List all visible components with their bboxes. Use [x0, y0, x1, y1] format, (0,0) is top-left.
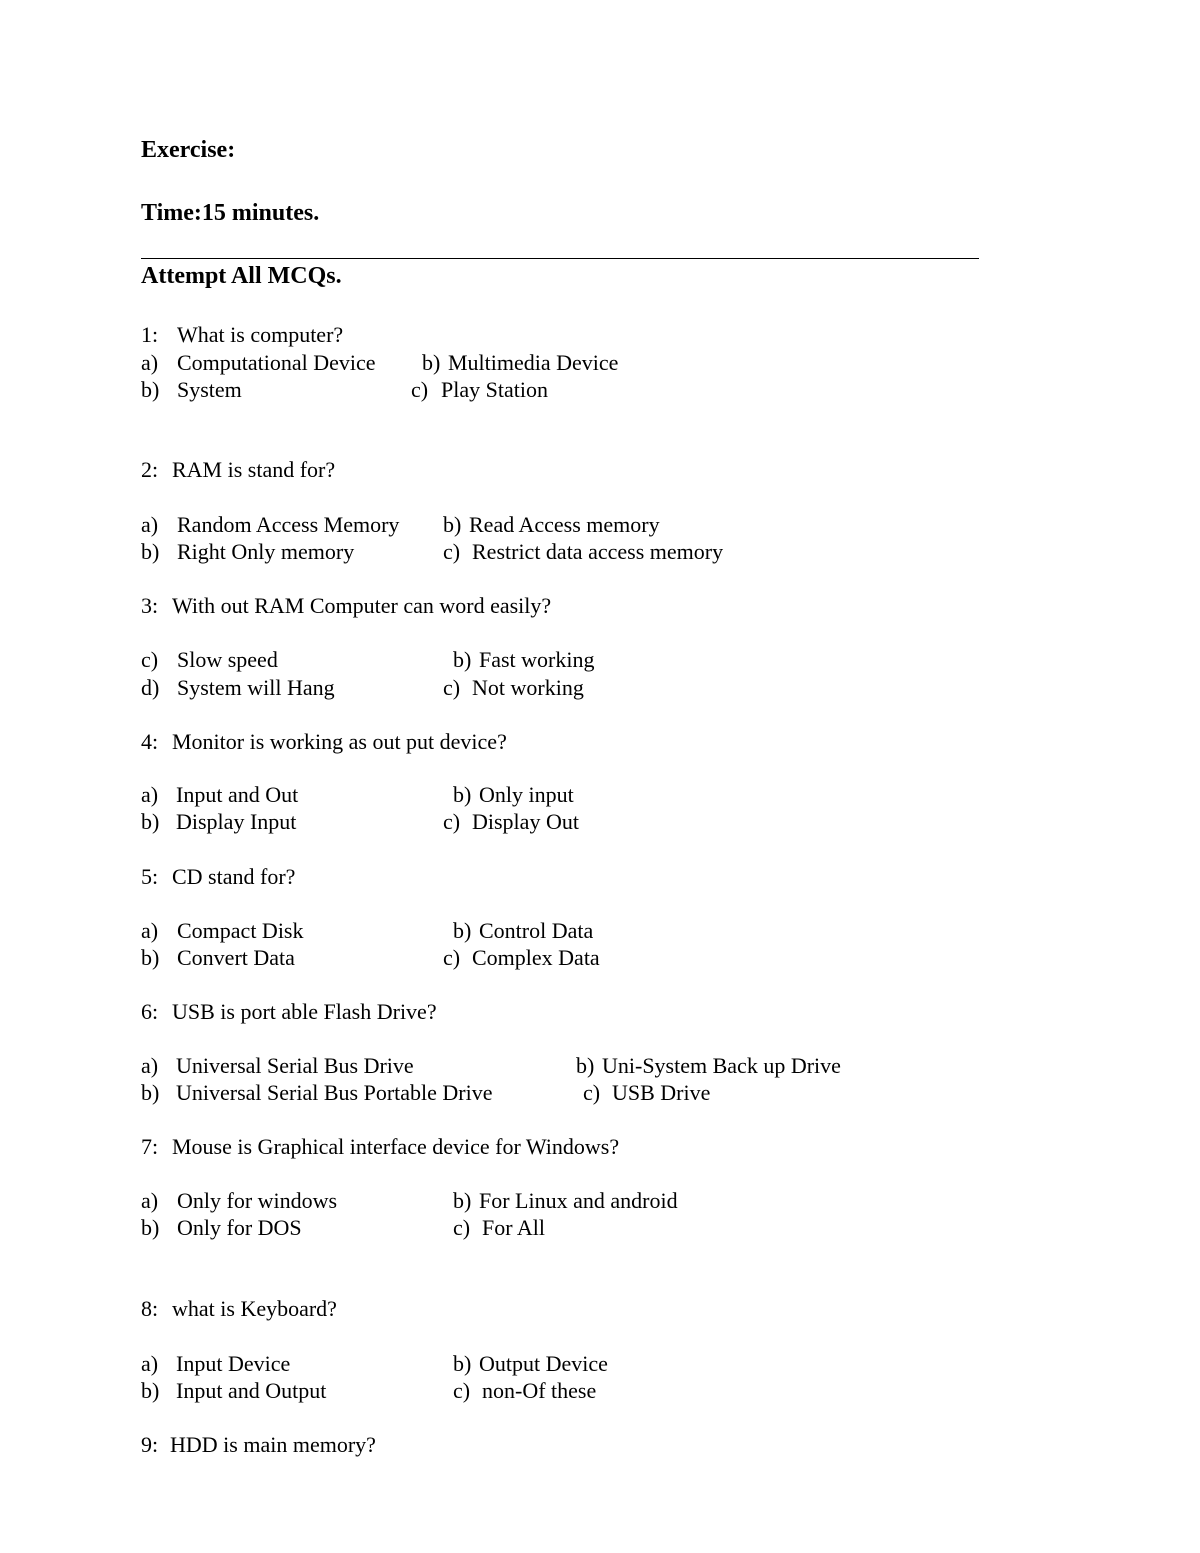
option-text: Not working [472, 675, 584, 700]
option-label: b) [443, 512, 462, 537]
option-text: Input and Out [176, 782, 299, 807]
question-text: Mouse is Graphical interface device for Windows? [172, 1134, 620, 1159]
option-label: b) [453, 1351, 472, 1376]
question-number: 7: [141, 1134, 159, 1159]
option-label: a) [141, 350, 159, 375]
option-text: Random Access Memory [177, 512, 400, 537]
option-label: b) [141, 809, 160, 834]
option-text: Display Out [472, 809, 579, 834]
question-text: USB is port able Flash Drive? [172, 999, 437, 1024]
question-text: RAM is stand for? [172, 457, 336, 482]
question-text: what is Keyboard? [172, 1296, 337, 1321]
question-text: With out RAM Computer can word easily? [172, 593, 552, 618]
question-number: 9: [141, 1432, 159, 1457]
option-label: c) [443, 945, 461, 970]
question-number: 4: [141, 729, 159, 754]
option-text: Output Device [479, 1351, 608, 1376]
option-label: b) [453, 1188, 472, 1213]
option-label: b) [141, 945, 160, 970]
option-text: Computational Device [177, 350, 376, 375]
question-text: CD stand for? [172, 864, 296, 889]
option-text: System [177, 377, 242, 402]
option-label: b) [141, 1080, 160, 1105]
option-text: For All [482, 1215, 545, 1240]
option-text: Input and Output [176, 1378, 327, 1403]
option-label: a) [141, 1188, 159, 1213]
option-text: Restrict data access memory [472, 539, 724, 564]
option-text: Input Device [176, 1351, 291, 1376]
question-text: What is computer? [177, 322, 344, 347]
option-label: b) [422, 350, 441, 375]
option-label: c) [443, 809, 461, 834]
option-label: c) [453, 1215, 471, 1240]
option-label: b) [576, 1053, 595, 1078]
option-text: Convert Data [177, 945, 295, 970]
question-number: 8: [141, 1296, 159, 1321]
option-text: Universal Serial Bus Portable Drive [176, 1080, 493, 1105]
option-text: Only input [479, 782, 574, 807]
option-text: Multimedia Device [448, 350, 619, 375]
option-text: Fast working [479, 647, 595, 672]
question-number: 3: [141, 593, 159, 618]
option-label: b) [453, 782, 472, 807]
option-label: d) [141, 675, 160, 700]
option-label: a) [141, 1351, 159, 1376]
question-text: HDD is main memory? [170, 1432, 376, 1457]
exercise-heading: Exercise: [141, 137, 236, 163]
question-number: 6: [141, 999, 159, 1024]
option-text: Play Station [441, 377, 548, 402]
option-text: System will Hang [177, 675, 335, 700]
option-text: Only for DOS [177, 1215, 302, 1240]
option-text: For Linux and android [479, 1188, 678, 1213]
option-text: Slow speed [177, 647, 278, 672]
option-label: a) [141, 782, 159, 807]
option-label: b) [141, 539, 160, 564]
question-text: Monitor is working as out put device? [172, 729, 507, 754]
option-label: b) [141, 1378, 160, 1403]
option-text: non-Of these [482, 1378, 597, 1403]
option-text: Read Access memory [469, 512, 660, 537]
option-label: a) [141, 918, 159, 943]
option-label: b) [141, 1215, 160, 1240]
option-label: b) [453, 918, 472, 943]
question-number: 2: [141, 457, 159, 482]
option-label: b) [141, 377, 160, 402]
option-text: Complex Data [472, 945, 600, 970]
question-number: 5: [141, 864, 159, 889]
option-label: c) [453, 1378, 471, 1403]
question-number: 1: [141, 322, 159, 347]
time-heading: Time:15 minutes. [141, 200, 320, 226]
option-label: a) [141, 1053, 159, 1078]
option-text: Display Input [176, 809, 297, 834]
option-label: a) [141, 512, 159, 537]
option-label: c) [443, 675, 461, 700]
option-text: Right Only memory [177, 539, 355, 564]
option-label: c) [141, 647, 159, 672]
option-text: Universal Serial Bus Drive [176, 1053, 414, 1078]
option-label: c) [443, 539, 461, 564]
option-label: c) [583, 1080, 601, 1105]
option-text: USB Drive [612, 1080, 711, 1105]
option-text: Compact Disk [177, 918, 304, 943]
option-text: Control Data [479, 918, 594, 943]
option-text: Uni-System Back up Drive [602, 1053, 841, 1078]
divider-line [141, 258, 979, 259]
option-label: c) [411, 377, 429, 402]
option-label: b) [453, 647, 472, 672]
option-text: Only for windows [177, 1188, 338, 1213]
instructions-heading: Attempt All MCQs. [141, 263, 342, 289]
